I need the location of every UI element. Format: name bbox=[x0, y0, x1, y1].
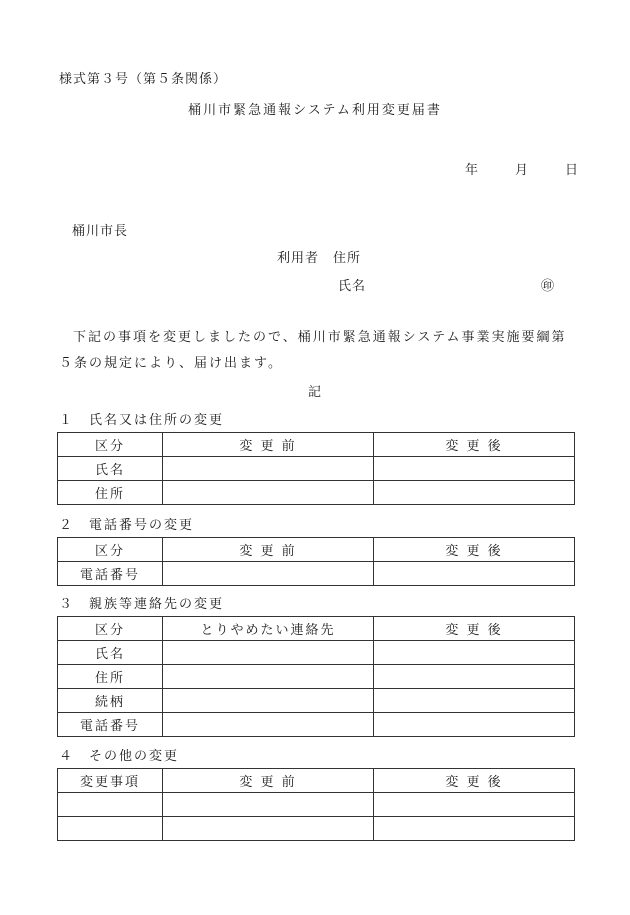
date-month-label: 月 bbox=[515, 163, 529, 178]
entry-cell[interactable] bbox=[374, 689, 575, 713]
header-cell: 区分 bbox=[58, 538, 163, 562]
entry-cell[interactable] bbox=[163, 689, 374, 713]
table-row bbox=[58, 562, 575, 586]
table-row bbox=[58, 817, 575, 841]
user-label: 利用者 bbox=[277, 251, 320, 266]
header-cell: 変 更 前 bbox=[163, 769, 374, 793]
table-row bbox=[58, 665, 575, 689]
table-row bbox=[58, 457, 575, 481]
date-day-label: 日 bbox=[565, 163, 579, 178]
entry-cell[interactable] bbox=[163, 793, 374, 817]
table-header-row bbox=[58, 433, 575, 457]
row-label: 電話番号 bbox=[58, 562, 163, 586]
entry-cell[interactable] bbox=[374, 481, 575, 505]
entry-cell[interactable] bbox=[374, 562, 575, 586]
entry-cell[interactable] bbox=[374, 713, 575, 737]
entry-cell[interactable] bbox=[163, 641, 374, 665]
entry-cell[interactable] bbox=[163, 481, 374, 505]
section4-table bbox=[57, 768, 575, 841]
header-cell: 区分 bbox=[58, 433, 163, 457]
row-label: 電話番号 bbox=[58, 713, 163, 737]
applicant-name-label: 氏名 bbox=[338, 279, 367, 294]
table-header-row bbox=[58, 538, 575, 562]
row-label: 住所 bbox=[58, 665, 163, 689]
section3-table bbox=[57, 616, 575, 737]
document-title: 桶川市緊急通報システム利用変更届書 bbox=[188, 103, 442, 118]
form-number: 様式第３号（第５条関係） bbox=[59, 72, 228, 87]
entry-cell[interactable] bbox=[163, 817, 374, 841]
row-label: 住所 bbox=[58, 481, 163, 505]
entry-cell[interactable] bbox=[374, 641, 575, 665]
section2-table bbox=[57, 537, 575, 586]
applicant-address-row bbox=[277, 247, 361, 266]
section1-title: １ 氏名又は住所の変更 bbox=[59, 413, 225, 428]
table-row bbox=[58, 713, 575, 737]
entry-cell[interactable] bbox=[374, 793, 575, 817]
addressee: 桶川市長 bbox=[72, 224, 129, 239]
entry-cell[interactable] bbox=[374, 457, 575, 481]
section2-title: ２ 電話番号の変更 bbox=[59, 518, 195, 533]
entry-cell[interactable] bbox=[163, 562, 374, 586]
table-header-row bbox=[58, 769, 575, 793]
entry-cell[interactable] bbox=[374, 817, 575, 841]
table-header-row bbox=[58, 617, 575, 641]
table-row bbox=[58, 793, 575, 817]
date-year-label: 年 bbox=[465, 163, 479, 178]
table-row bbox=[58, 481, 575, 505]
table-row bbox=[58, 689, 575, 713]
header-cell: 変更事項 bbox=[58, 769, 163, 793]
seal-mark: ㊞ bbox=[541, 279, 556, 294]
entry-cell[interactable] bbox=[58, 817, 163, 841]
header-cell: 変 更 前 bbox=[163, 433, 374, 457]
entry-cell[interactable] bbox=[163, 713, 374, 737]
section4-title: ４ その他の変更 bbox=[59, 749, 180, 764]
header-cell: 変 更 後 bbox=[374, 433, 575, 457]
entry-cell[interactable] bbox=[58, 793, 163, 817]
date-row bbox=[465, 159, 578, 178]
header-cell: 変 更 後 bbox=[374, 769, 575, 793]
header-cell: 変 更 後 bbox=[374, 617, 575, 641]
row-label: 続柄 bbox=[58, 689, 163, 713]
header-cell: 区分 bbox=[58, 617, 163, 641]
section3-title: ３ 親族等連絡先の変更 bbox=[59, 597, 225, 612]
header-cell: 変 更 前 bbox=[163, 538, 374, 562]
entry-cell[interactable] bbox=[374, 665, 575, 689]
header-cell: とりやめたい連絡先 bbox=[163, 617, 374, 641]
body-text bbox=[59, 325, 579, 377]
entry-cell[interactable] bbox=[163, 665, 374, 689]
row-label: 氏名 bbox=[58, 457, 163, 481]
ki-heading: 記 bbox=[307, 385, 322, 400]
row-label: 氏名 bbox=[58, 641, 163, 665]
table-row bbox=[58, 641, 575, 665]
section1-table bbox=[57, 432, 575, 505]
address-label: 住所 bbox=[333, 251, 362, 266]
entry-cell[interactable] bbox=[163, 457, 374, 481]
header-cell: 変 更 後 bbox=[374, 538, 575, 562]
body-text-content: 下記の事項を変更しましたので、桶川市緊急通報システム事業実施要綱第５条の規定により、届け出ます。 bbox=[59, 330, 567, 371]
